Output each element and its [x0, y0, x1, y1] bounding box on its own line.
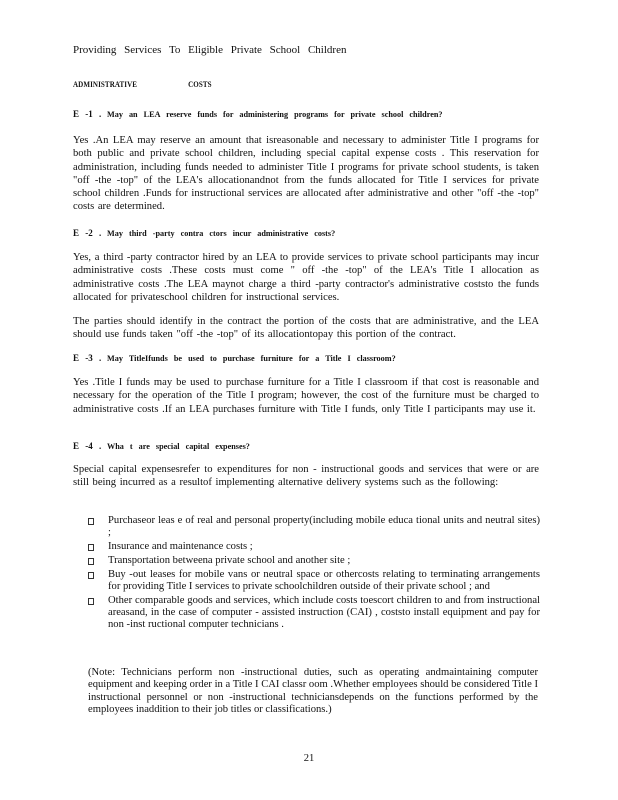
section-heading-right: COSTS	[188, 80, 212, 89]
question-text: May TitleIfunds be used to purchase furniture for a Title I classroom?	[107, 354, 396, 363]
question-text: May third -party contra ctors incur administrative costs?	[107, 229, 336, 238]
page-number: 21	[303, 753, 315, 764]
question-e4	[73, 441, 250, 451]
running-header: Providing Services To Eligible Private School Children	[73, 44, 347, 56]
list-item: Other comparable goods and services, which include costs toescort children to and from instructional areasand, in the case of computer - assisted instruction (CAI) , coststo install equipment and pay for non -inst ructional computer technicians .	[88, 595, 540, 632]
answer-e2-continued: The parties should identify in the contract the portion of the costs that are administrative, and the LEA should use funds taken "off -the -top" of its allocationtopay this portion of the contract.	[73, 316, 539, 341]
answer-e3: Yes .Title I funds may be used to purchase furniture for a Title I classroom if that cost is reasonable and necessary for the operation of the Title I program; however, the cost of the furniture must be charged to administrative costs .If an LEA purchases furniture with Title I funds, only Title I participants may use it.	[73, 377, 539, 415]
list-item: Insurance and maintenance costs ;	[88, 541, 540, 553]
list-item: Buy -out leases for mobile vans or neutral space or othercosts relating to terminating arrangements for providing Title I services to private schoolchildren outside of their private school ; and	[88, 569, 540, 594]
question-text: Wha t are special capital expenses?	[107, 442, 250, 451]
section-heading-left: ADMINISTRATIVE	[73, 80, 138, 89]
technician-note: (Note: Technicians perform non -instructional duties, such as operating andmaintaining computer equipment and keeping order in a Title I CAI classr oom .Whether employees should be considered Title I instructional personnel or non -instructional techniciansdepends on the functions performed by the employees inaddition to their job titles or classifications.)	[88, 667, 538, 716]
answer-e4: Special capital expensesrefer to expenditures for non - instructional goods and services that were or are still being incurred as a resultof implementing alternative delivery systems such as the following:	[73, 464, 539, 489]
bullet-box-icon	[88, 598, 94, 605]
answer-e2: Yes, a third -party contractor hired by an LEA to provide services to private school participants may incur administrative costs .These costs must come " off -the -top" of the LEA's Title I allocation as administrative costs .The LEA maynot charge a third -party contractor's administrative coststo the funds allocated for privateschool children for instructional services.	[73, 252, 539, 303]
answer-e1: Yes .An LEA may reserve an amount that isreasonable and necessary to administer Title I programs for both public and private school children, including special capital expense costs . This reservation for administration, including funds needed to administer Title I programs for private school students, is taken "off -the -top" of the LEA's allocationandnot from the funds allocated for Title I services for private school children .Funds for instructional services are allocated after administrative and other "off -the -top" costs are determined.	[73, 135, 539, 213]
question-number: E -4 .	[73, 441, 102, 451]
question-number: E -3 .	[73, 353, 102, 363]
question-text: May an LEA reserve funds for administering programs for private school children?	[107, 110, 443, 119]
question-e3	[73, 353, 396, 363]
question-e2	[73, 228, 335, 238]
list-item: Purchaseor leas e of real and personal property(including mobile educa tional units and neutral sites) ;	[88, 515, 540, 540]
bullet-box-icon	[88, 572, 94, 579]
bullet-box-icon	[88, 558, 94, 565]
question-number: E -1 .	[73, 109, 102, 119]
question-e1	[73, 109, 443, 119]
capital-expense-list	[88, 515, 540, 633]
list-item: Transportation betweena private school and another site ;	[88, 555, 540, 567]
section-heading	[73, 80, 212, 89]
bullet-box-icon	[88, 518, 94, 525]
bullet-box-icon	[88, 544, 94, 551]
question-number: E -2 .	[73, 228, 102, 238]
